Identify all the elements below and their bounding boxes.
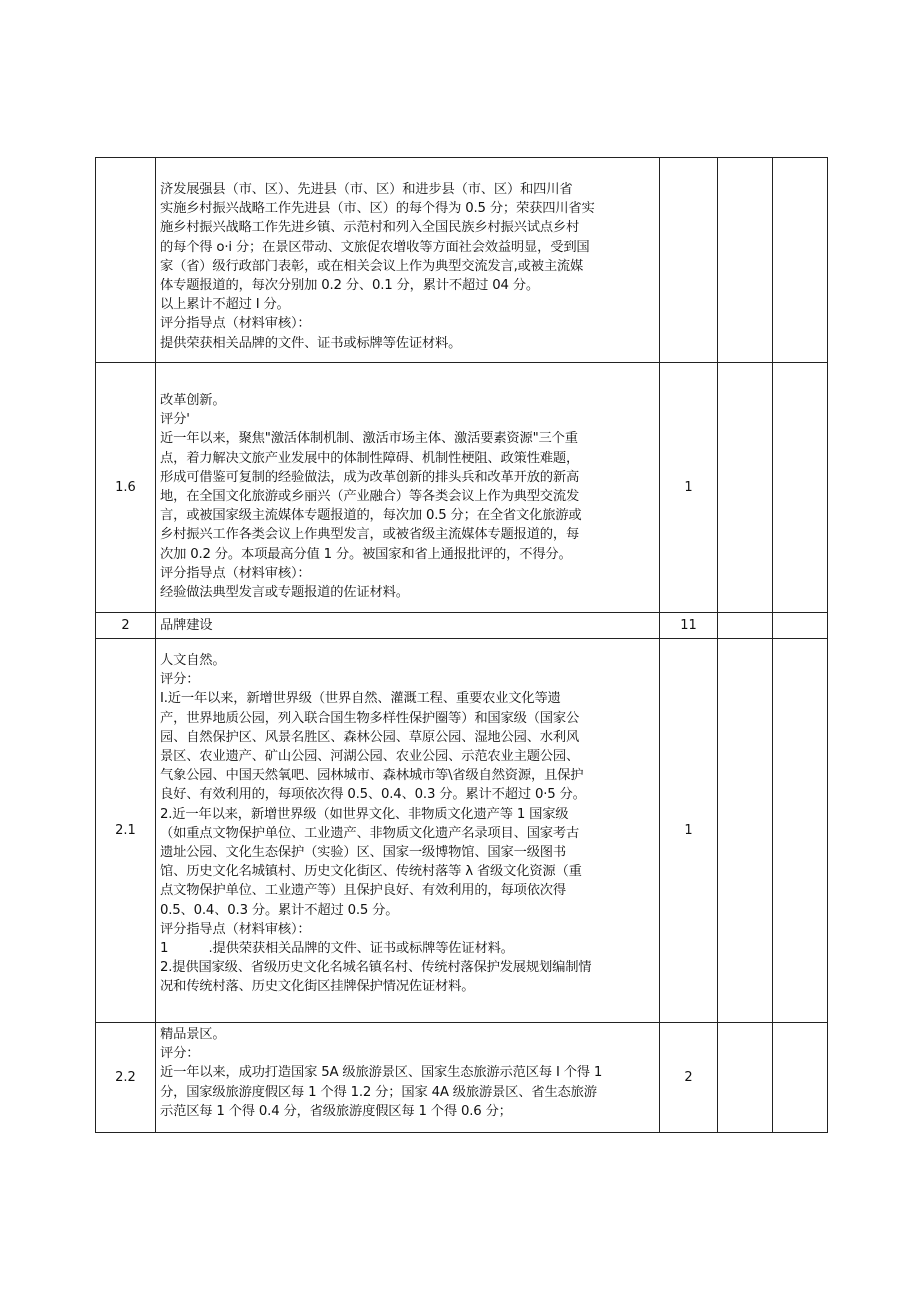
table-row (96, 363, 828, 613)
content-line: 1 .提供荣获相关品牌的文件、证书或标牌等佐证材料。 (160, 941, 514, 957)
content-line: 点文物保护单位、工业遗产等）且保护良好、有效利用的，每项依次得 (160, 883, 567, 899)
item-content (156, 363, 660, 613)
content-line: 以上累计不超过 I 分。 (160, 297, 290, 313)
item-number: 1.6 (96, 363, 156, 613)
empty-cell (718, 639, 773, 1023)
content-line: 园、自然保护区、风景名胜区、森林公园、草原公园、湿地公园、水利风 (160, 729, 580, 745)
content-line: 评分指导点（材料审核）： (160, 565, 311, 581)
item-number (96, 158, 156, 363)
table-row (96, 158, 828, 363)
empty-cell (773, 639, 828, 1023)
item-number: 2.2 (96, 1023, 156, 1133)
content-line: 2.近一年以来，新增世界级（如世界文化、非物质文化遗产等 1 国家级 (160, 806, 569, 822)
table-row (96, 1023, 828, 1133)
item-score: 1 (660, 639, 718, 1023)
content-line: 人文自然。 (160, 653, 226, 668)
content-line: 0.5、0.4、0.3 分。累计不超过 0.5 分。 (160, 902, 399, 918)
content-line: 馆、历史文化名城镇村、历史文化街区、传统村落等 λ 省级文化资源（重 (160, 864, 582, 880)
empty-cell (773, 1023, 828, 1133)
content-line: 气象公园、中国天然氧吧、园林城市、森林城市等\省级自然资源，且保护 (160, 768, 584, 784)
empty-cell (773, 613, 828, 639)
content-line: 提供荣获相关品牌的文件、证书或标牌等佐证材料。 (160, 335, 462, 351)
content-line: 次加 0.2 分。本项最高分值 1 分。被国家和省上通报批评的，不得分。 (160, 546, 572, 562)
content-line: 遗址公园、文化生态保护（实验）区、国家一级博物馆、国家一级图书 (160, 845, 567, 861)
item-number: 2 (96, 613, 156, 639)
empty-cell (773, 363, 828, 613)
content-line: 点，着力解决文旅产业发展中的体制性障碍、机制性梗阻、政策性难题， (160, 450, 580, 466)
empty-cell (773, 158, 828, 363)
item-score: 2 (660, 1023, 718, 1133)
content-line: 近一年以来，聚焦"激活体制机制、激活市场主体、激活要素资源"三个重 (160, 431, 578, 447)
content-line: 改革创新。 (160, 393, 226, 408)
empty-cell (718, 363, 773, 613)
content-line: 评分' (160, 412, 190, 428)
item-number: 2.1 (96, 639, 156, 1023)
content-line: 分，国家级旅游度假区每 1 个得 1.2 分；国家 4A 级旅游景区、省生态旅游 (160, 1084, 597, 1100)
item-score (660, 158, 718, 363)
content-line: 施乡村振兴战略工作先进乡镇、示范村和列入全国民族乡村振兴试点乡村 (160, 220, 580, 236)
scoring-table (95, 157, 828, 1133)
content-line: I.近一年以来，新增世界级（世界自然、灌溉工程、重要农业文化等遗 (160, 691, 561, 707)
content-line: 良好、有效利用的，每项依次得 0.5、0.4、0.3 分。累计不超过 0·5 分。 (160, 787, 586, 803)
table-row (96, 639, 828, 1023)
content-line: 评分指导点（材料审核）： (160, 921, 311, 937)
content-line: 近一年以来，成功打造国家 5A 级旅游景区、国家生态旅游示范区每 I 个得 1 (160, 1065, 603, 1081)
content-line: 家（省）级行政部门表彰，或在相关会议上作为典型交流发言,或被主流媒 (160, 258, 584, 274)
content-line: 乡村振兴工作各类会议上作典型发言，或被省级主流媒体专题报道的，每 (160, 527, 580, 543)
content-line: 精品景区。 (160, 1027, 226, 1042)
item-content (156, 613, 660, 639)
item-score: 1 (660, 363, 718, 613)
item-content (156, 158, 660, 363)
empty-cell (718, 1023, 773, 1133)
content-line: 的每个得 o·i 分；在景区带动、文旅促农增收等方面社会效益明显，受到国 (160, 239, 590, 255)
content-line: 示范区每 1 个得 0.4 分，省级旅游度假区每 1 个得 0.6 分； (160, 1103, 512, 1119)
content-line: 济发展强县（市、区）、先进县（市、区）和进步县（市、区）和四川省 (160, 182, 573, 197)
content-line: 实施乡村振兴战略工作先进县（市、区）的每个得为 0.5 分；荣获四川省实 (160, 201, 595, 217)
content-line: 形成可借鉴可复制的经验做法，成为改革创新的排头兵和改革开放的新高 (160, 469, 580, 485)
content-line: 景区、农业遗产、矿山公园、河湖公园、农业公园、示范农业主题公园、 (160, 749, 580, 765)
item-score: 11 (660, 613, 718, 639)
content-line: 况和传统村落、历史文化街区挂牌保护情况佐证材料。 (160, 979, 475, 995)
item-content (156, 1023, 660, 1133)
content-line: 评分： (160, 1046, 200, 1062)
content-line: 地，在全国文化旅游或乡丽兴（产业融合）等各类会议上作为典型交流发 (160, 489, 580, 505)
content-line: 2.提供国家级、省级历史文化名城名镇名村、传统村落保护发展规划编制情 (160, 960, 592, 976)
empty-cell (718, 613, 773, 639)
content-line: 产，世界地质公园，列入联合国生物多样性保护圈等）和国家级（国家公 (160, 710, 580, 726)
empty-cell (718, 158, 773, 363)
content-line: 言，或被国家级主流媒体专题报道的，每次加 0.5 分；在全省文化旅游或 (160, 508, 582, 524)
content-line: 经验做法典型发言或专题报道的佐证材料。 (160, 585, 409, 601)
section-title: 品牌建设 (160, 618, 213, 634)
content-line: 评分指导点（材料审核）： (160, 316, 311, 332)
content-line: （如重点文物保护单位、工业遗产、非物质文化遗产名录项目、国家考古 (160, 825, 580, 841)
item-content (156, 639, 660, 1023)
content-line: 评分： (160, 672, 200, 688)
content-line: 体专题报道的，每次分别加 0.2 分、0.1 分，累计不超过 04 分。 (160, 278, 539, 294)
table-row (96, 613, 828, 639)
